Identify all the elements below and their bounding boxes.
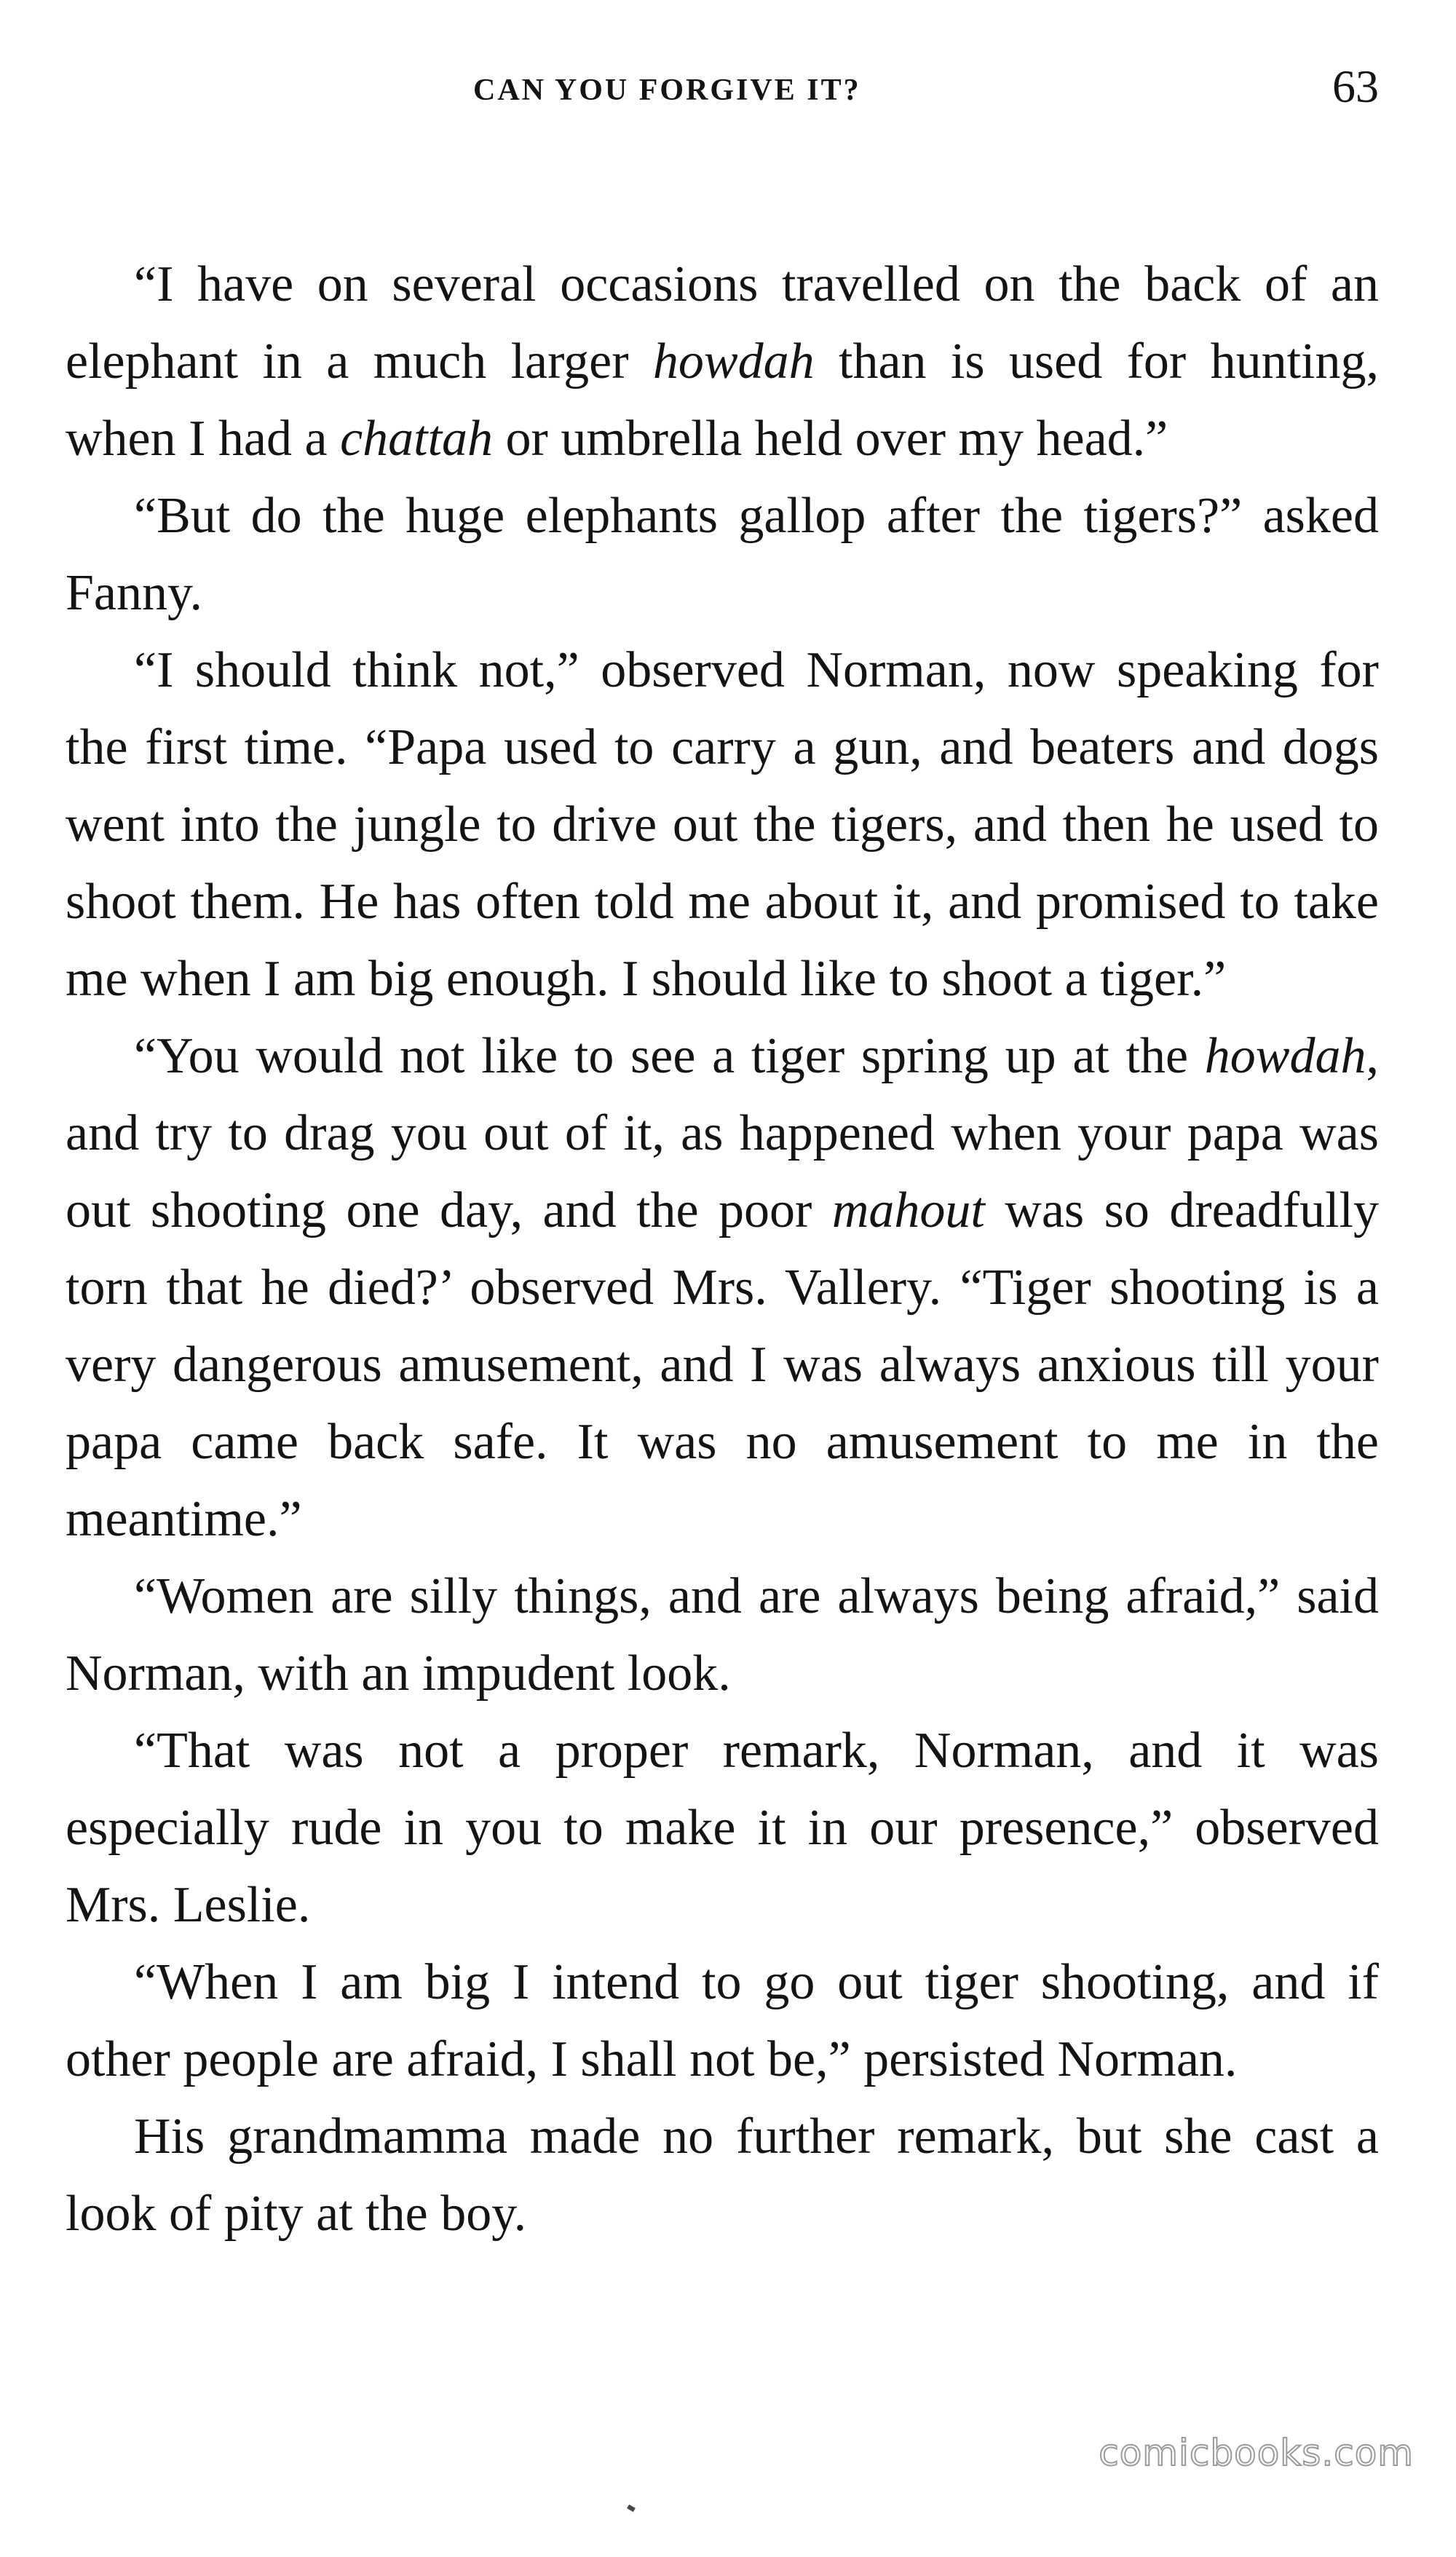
- running-header: [66, 60, 1379, 149]
- italic-term: howdah: [1204, 1028, 1366, 1084]
- italic-term: mahout: [831, 1182, 985, 1238]
- text-run: “When I am big I intend to go out tiger shooting, and if other people are afraid, I shall not be,” persisted Norman.: [66, 1954, 1379, 2087]
- text-run: was so dreadfully torn that he died?’ observed Mrs. Vallery. “Tiger shooting is a very dangerous amusement, and I was always anxious till your papa came back safe. It was no amusement to me in the meantime.”: [66, 1182, 1380, 1547]
- paragraph: [66, 478, 1379, 632]
- text-run: or umbrella held over my head.”: [493, 411, 1168, 467]
- running-title: CAN YOU FORGIVE IT?: [473, 74, 861, 107]
- paragraph: [66, 1944, 1379, 2098]
- watermark: comicbooks.com: [1099, 2432, 1414, 2474]
- paragraph: [66, 1018, 1379, 1558]
- text-run: “I have on several occasions travelled on the back of an elephant in a much larger: [66, 256, 1379, 390]
- text-run: “That was not a proper remark, Norman, and it was especially rude in you to make it in our presence,” observed Mrs. Leslie.: [66, 1723, 1379, 1933]
- paragraph: [66, 1712, 1379, 1944]
- text-run: “But do the huge elephants gallop after the tigers?” asked Fanny.: [66, 488, 1379, 621]
- text-run: “I should think not,” observed Norman, now speaking for the first time. “Papa used to carry a gun, and beaters and dogs went into the jungle to drive out the tigers, and then he used to shoot them. He has often told me about it, and promised to take me when I am big enough. I should like to shoot a tiger.”: [66, 642, 1379, 1007]
- text-run: than is used for hunting, when I had a: [66, 333, 1379, 467]
- italic-term: howdah: [652, 333, 815, 390]
- text-run: , and try to drag you out of it, as happened when your papa was out shooting one day, and the poor: [66, 1028, 1379, 1238]
- text-run: “You would not like to see a tiger spring up at the: [134, 1028, 1205, 1084]
- paragraph: [66, 246, 1379, 478]
- paragraph: [66, 632, 1379, 1018]
- body-text: [66, 246, 1379, 2253]
- paragraph: [66, 1558, 1379, 1712]
- italic-term: chattah: [340, 411, 494, 467]
- text-run: His grandmamma made no further remark, but she cast a look of pity at the boy.: [66, 2109, 1379, 2242]
- paragraph: [66, 2098, 1379, 2253]
- text-run: “Women are silly things, and are always being afraid,” said Norman, with an impudent look.: [66, 1568, 1379, 1702]
- page-number: 63: [1332, 60, 1379, 112]
